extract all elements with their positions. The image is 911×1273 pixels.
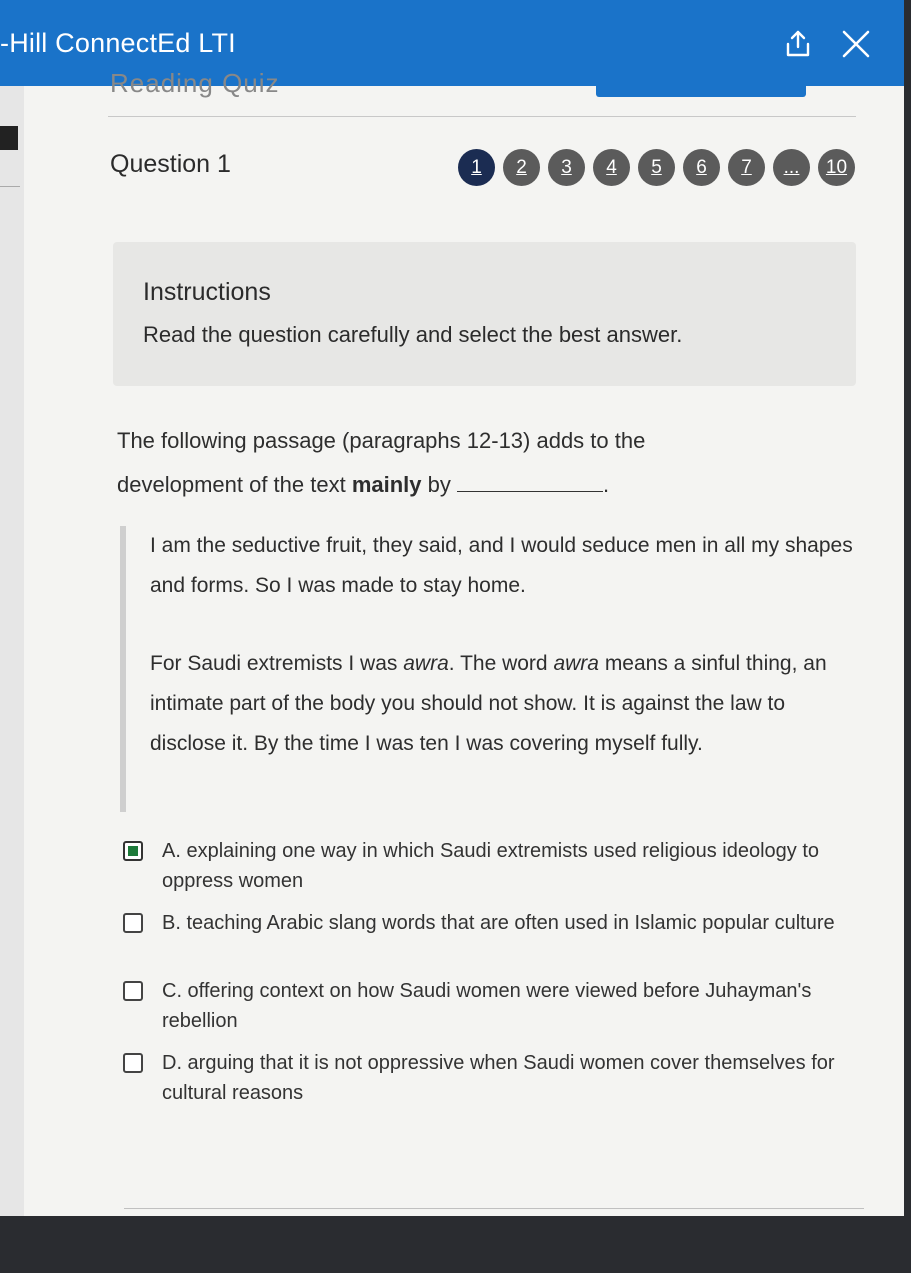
question-prompt bbox=[117, 419, 717, 507]
header-actions bbox=[780, 26, 874, 62]
quiz-panel bbox=[24, 68, 904, 1216]
option-label: B. teaching Arabic slang words that are often used in Islamic popular culture bbox=[162, 912, 835, 934]
question-nav-5[interactable]: 5 bbox=[638, 149, 675, 186]
question-nav-1[interactable]: 1 bbox=[458, 149, 495, 186]
quiz-title: Reading Quiz bbox=[110, 68, 280, 98]
question-navigator bbox=[458, 149, 855, 186]
passage-italic-term: awra bbox=[553, 652, 599, 675]
instructions-title: Instructions bbox=[143, 278, 271, 306]
prompt-period: . bbox=[603, 472, 610, 497]
answer-option-d[interactable] bbox=[122, 1048, 862, 1108]
prompt-emphasis: mainly bbox=[351, 472, 422, 497]
left-side-panel bbox=[0, 86, 24, 1216]
share-icon[interactable] bbox=[780, 26, 816, 62]
prompt-text: The following passage (paragraphs 12-13) adds to the development of the text bbox=[117, 428, 646, 497]
checkbox-checked-icon[interactable] bbox=[123, 841, 143, 861]
header-action-button[interactable] bbox=[596, 86, 806, 97]
question-nav-more[interactable]: ... bbox=[773, 149, 810, 186]
app-title: -Hill ConnectEd LTI bbox=[0, 28, 236, 58]
checkbox-icon[interactable] bbox=[123, 913, 143, 933]
question-nav-3[interactable]: 3 bbox=[548, 149, 585, 186]
option-label: C. offering context on how Saudi women were viewed before Juhayman's rebellion bbox=[162, 980, 812, 1032]
passage-text: means a sinful thing, an intimate part of the body you should not show. It is against the law to disclose it. By the time I was ten I was covering myself fully. bbox=[150, 652, 827, 755]
question-nav-10[interactable]: 10 bbox=[818, 149, 855, 186]
question-nav-6[interactable]: 6 bbox=[683, 149, 720, 186]
header-divider bbox=[108, 116, 856, 117]
passage-italic-term: awra bbox=[403, 652, 449, 675]
side-tab-marker[interactable] bbox=[0, 126, 18, 150]
instructions-text: Read the question carefully and select the best answer. bbox=[143, 322, 683, 347]
option-label: D. arguing that it is not oppressive when Saudi women cover themselves for cultural reasons bbox=[162, 1052, 835, 1104]
answer-option-a[interactable] bbox=[122, 836, 862, 896]
prompt-text-end: by bbox=[421, 472, 451, 497]
passage-excerpt bbox=[120, 526, 860, 812]
question-title: Question 1 bbox=[110, 150, 231, 178]
checkbox-icon[interactable] bbox=[123, 1053, 143, 1073]
option-label: A. explaining one way in which Saudi extremists used religious ideology to oppress women bbox=[162, 840, 820, 892]
checkbox-icon[interactable] bbox=[123, 981, 143, 1001]
passage-paragraph-2 bbox=[150, 644, 860, 764]
answer-options bbox=[122, 836, 862, 1120]
answer-option-b[interactable] bbox=[122, 908, 862, 964]
question-nav-2[interactable]: 2 bbox=[503, 149, 540, 186]
passage-text: For Saudi extremists I was bbox=[150, 652, 404, 675]
instructions-box bbox=[113, 242, 856, 386]
question-nav-7[interactable]: 7 bbox=[728, 149, 765, 186]
passage-text: . The word bbox=[448, 652, 554, 675]
close-icon[interactable] bbox=[838, 26, 874, 62]
answer-blank bbox=[457, 474, 603, 492]
footer-divider bbox=[124, 1208, 864, 1209]
panel-header bbox=[110, 68, 854, 116]
side-divider bbox=[0, 186, 20, 187]
question-nav-4[interactable]: 4 bbox=[593, 149, 630, 186]
passage-paragraph-1: I am the seductive fruit, they said, and I would seduce men in all my shapes and forms. So I was made to stay home. bbox=[150, 534, 853, 597]
answer-option-c[interactable] bbox=[122, 976, 862, 1036]
